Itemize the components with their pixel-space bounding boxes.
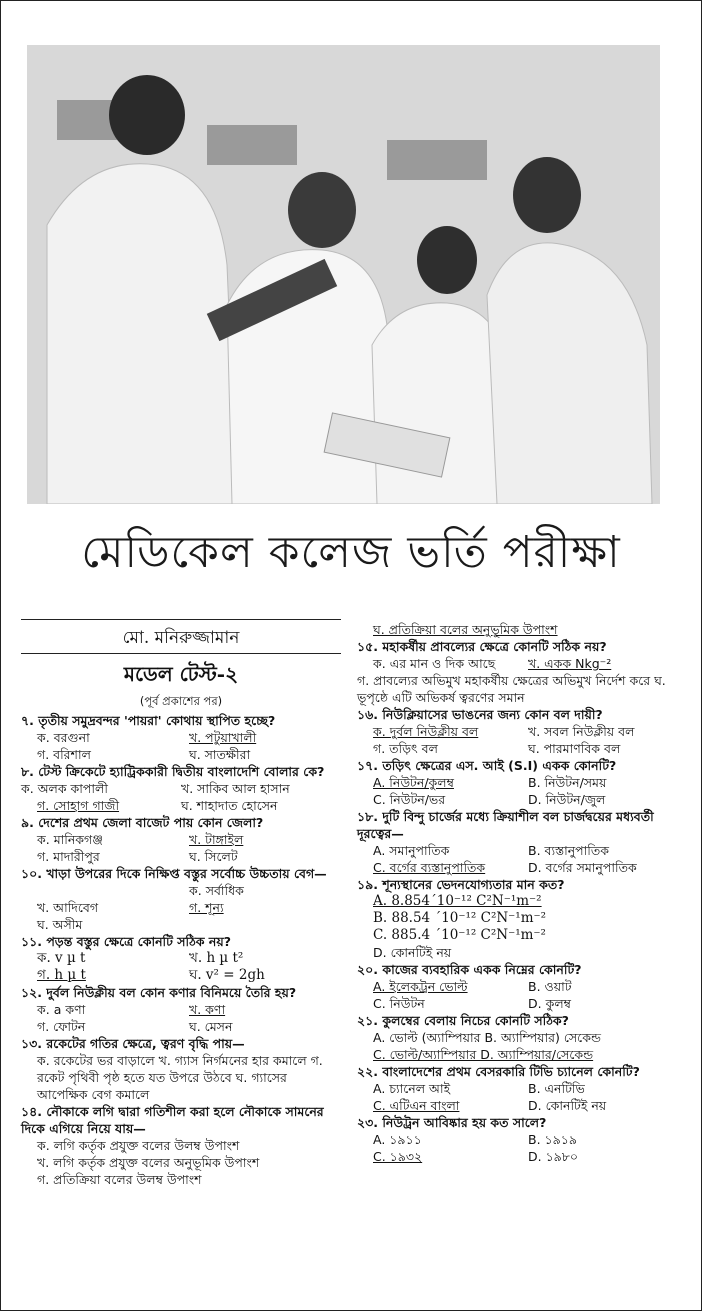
question-text: ২০. কাজের ব্যবহারিক একক নিম্নের কোনটি? — [357, 962, 582, 977]
option-a-b: A. ভোল্ট (অ্যাম্পিয়ার B. অ্যাম্পিয়ার) সেকেন্ড — [373, 1030, 601, 1045]
option-b: খ. সাকিব আল হাসান — [181, 781, 290, 796]
option-a: A. ১৯১১ — [373, 1132, 422, 1147]
option-c: C. নিউটন — [373, 996, 425, 1011]
option-b: B. নিউটন/সময় — [528, 775, 607, 790]
option-d: ঘ. পারমাণবিক বল — [528, 741, 621, 756]
option-c: C. নিউটন/ভর — [373, 792, 446, 807]
option-b: B. ১৯১৯ — [528, 1132, 577, 1147]
option-a: A. ইলেকট্রন ভোল্ট — [373, 979, 468, 994]
question-7 — [21, 712, 341, 763]
option-d: ঘ. মেসন — [189, 1019, 233, 1034]
options — [357, 893, 683, 961]
options — [21, 1001, 341, 1035]
option-c: গ. প্রতিক্রিয়া বলের উলম্ব উপাংশ — [37, 1172, 202, 1187]
option-c: গ. h µ t — [37, 967, 86, 983]
options — [21, 950, 341, 984]
option-a: ক. সর্বাধিক — [189, 883, 244, 898]
options — [357, 1080, 683, 1114]
option-c: C. 885.4 ´10⁻¹² C²N⁻¹m⁻² — [373, 927, 546, 943]
question-11 — [21, 933, 341, 984]
options — [21, 882, 341, 933]
rule-top — [21, 619, 341, 620]
question-22 — [357, 1063, 683, 1114]
options — [357, 842, 683, 876]
option-a: ক. এর মান ও দিক আছে — [373, 656, 496, 671]
options — [21, 729, 341, 763]
option-d: D. কোনটিই নয় — [528, 1098, 607, 1113]
option-b: খ. h µ t² — [189, 950, 244, 966]
right-column — [357, 621, 683, 1165]
question-12 — [21, 984, 341, 1035]
question-14 — [21, 1103, 341, 1188]
question-text: ৮. টেস্ট ক্রিকেটে হ্যাট্রিককারী দ্বিতীয় বাংলাদেশি বোলার কে? — [21, 764, 325, 779]
option-d: D. কুলম্ব — [528, 996, 571, 1011]
series-title: মডেল টেস্ট-২ — [123, 662, 239, 686]
question-text: ৭. তৃতীয় সমুদ্রবন্দর 'পায়রা' কোথায় স্থাপিত হচ্ছে? — [21, 713, 276, 728]
question-19 — [357, 876, 683, 961]
option-c: C. ১৯৩২ — [373, 1149, 423, 1164]
question-text: ১৭. তড়িৎ ক্ষেত্রের এস. আই (S.I) একক কোনটি? — [357, 758, 617, 773]
options-paragraph: ক. রকেটের ভর বাড়ালে খ. গ্যাস নির্গমনের হার কমালে গ. রকেট পৃথিবী পৃষ্ঠ হতে যত উপরে উঠবে ঘ. গ্যাসের আপেক্ষিক বেগ কমালে — [37, 1053, 323, 1102]
options — [357, 655, 683, 672]
options — [21, 1137, 341, 1188]
option-b: খ. একক Nkg⁻² — [528, 656, 612, 671]
option-d: ঘ. অসীম — [37, 917, 83, 932]
option-d: ঘ. v² = 2gh — [189, 967, 265, 983]
option-b: খ. টাঙ্গাইল — [189, 832, 244, 847]
option-d: ঘ. সিলেট — [189, 849, 238, 864]
option-a: ক. মানিকগঞ্জ — [37, 832, 103, 847]
question-text: ২৩. নিউট্রন আবিষ্কার হয় কত সালে? — [357, 1115, 547, 1130]
option-d: ঘ. সাতক্ষীরা — [189, 747, 251, 762]
option-c: গ. ফোটন — [37, 1019, 86, 1034]
option-c: C. এটিএন বাংলা — [373, 1098, 460, 1113]
question-text: ৯. দেশের প্রথম জেলা বাজেট পায় কোন জেলা? — [21, 815, 264, 830]
author-name: মো. মনিরুজ্জামান — [122, 628, 240, 648]
option-b: খ. লগি কর্তৃক প্রযুক্ত বলের অনুভূমিক উপাংশ — [37, 1155, 260, 1170]
question-15 — [357, 638, 683, 706]
option-a: A. নিউটন/কুলম্ব — [373, 775, 454, 790]
option-d: ঘ. প্রতিক্রিয়া বলের অনুভূমিক উপাংশ — [373, 622, 558, 637]
question-9 — [21, 814, 341, 865]
option-b: খ. সবল নিউক্লীয় বল — [528, 724, 635, 739]
option-a: ক. বরগুনা — [37, 730, 90, 745]
doctors-photo — [27, 45, 660, 504]
headline: মেডিকেল কলেজ ভর্তি পরীক্ষা — [81, 527, 621, 578]
option-a: A. 8.854´10⁻¹² C²N⁻¹m⁻² — [373, 893, 542, 909]
left-column — [21, 619, 341, 1188]
question-text: ২২. বাংলাদেশের প্রথম বেসরকারি টিভি চ্যানেল কোনটি? — [357, 1064, 640, 1079]
option-a: A. চ্যানেল আই — [373, 1081, 451, 1096]
question-13 — [21, 1035, 341, 1103]
question-20 — [357, 961, 683, 1012]
question-18 — [357, 808, 683, 876]
question-text: ১৬. নিউক্লিয়াসের ভাঙনের জন্য কোন বল দায়ী? — [357, 707, 603, 722]
option-a: A. সমানুপাতিক — [373, 843, 450, 858]
options — [357, 978, 683, 1012]
option-c: গ. তড়িৎ বল — [373, 741, 438, 756]
question-text: ১৮. দুটি বিন্দু চার্জের মধ্যে ক্রিয়াশীল বল চার্জদ্বয়ের মধ্যবর্তী দূরত্বের— — [357, 809, 654, 841]
options — [357, 774, 683, 808]
option-a: ক. দুর্বল নিউক্লীয় বল — [373, 724, 479, 739]
question-text: ১২. দুর্বল নিউক্লীয় বল কোন কণার বিনিময়ে তৈরি হয়? — [21, 985, 297, 1000]
option-d: D. নিউটন/জুল — [528, 792, 606, 807]
question-8 — [21, 763, 341, 814]
option-c-d: C. ভোল্ট/অ্যাম্পিয়ার D. অ্যাম্পিয়ার/সেকেন্ড — [373, 1047, 594, 1062]
doctors-photo-graphic — [27, 45, 660, 504]
option-c: গ. শূন্য — [189, 900, 224, 915]
option-d: D. ১৯৮০ — [528, 1149, 579, 1164]
question-text: ১০. খাড়া উপরের দিকে নিক্ষিপ্ত বস্তুর সর্বোচ্চ উচ্চতায় বেগ— — [21, 866, 327, 881]
option-c: গ. সোহাগ গাজী — [37, 798, 120, 813]
option-c-d: গ. প্রাবল্যের অভিমুখ মহাকর্ষীয় ক্ষেত্রের অভিমুখ নির্দেশ করে ঘ. ভূপৃষ্ঠে এটি অভিকর্ষ ত্বরণের সমান — [357, 673, 666, 705]
options — [21, 780, 341, 814]
option-b: B. ওয়াট — [528, 979, 572, 994]
option-c: গ. মাদারীপুর — [37, 849, 100, 864]
rule-mid — [21, 653, 341, 654]
option-d: D. বর্গের সমানুপাতিক — [528, 860, 637, 875]
question-17 — [357, 757, 683, 808]
question-10 — [21, 865, 341, 933]
option-b: B. এনটিভি — [528, 1081, 585, 1096]
options — [357, 723, 683, 757]
option-b: খ. আদিবেগ — [37, 900, 99, 915]
question-16 — [357, 706, 683, 757]
option-a: ক. a কণা — [37, 1002, 86, 1017]
option-b: খ. কণা — [189, 1002, 226, 1017]
question-text: ২১. কুলম্বের বেলায় নিচের কোনটি সঠিক? — [357, 1013, 569, 1028]
options — [357, 1029, 683, 1063]
question-text: ১৩. রকেটের গতির ক্ষেত্রে, ত্বরণ বৃদ্ধি পায়— — [21, 1036, 245, 1051]
option-a: ক. অলক কাপালী — [21, 781, 108, 796]
question-text: ১১. পড়ন্ত বস্তুর ক্ষেত্রে কোনটি সঠিক নয়? — [21, 934, 231, 949]
option-b: B. 88.54 ´10⁻¹² C²N⁻¹m⁻² — [373, 910, 547, 926]
option-a: ক. v µ t — [37, 950, 86, 966]
continued-note: (পূর্ব প্রকাশের পর) — [139, 694, 223, 708]
option-d: D. কোনটিই নয় — [373, 945, 452, 960]
question-text: ১৫. মহাকর্ষীয় প্রাবল্যের ক্ষেত্রে কোনটি সঠিক নয়? — [357, 639, 607, 654]
options — [357, 1131, 683, 1165]
question-21 — [357, 1012, 683, 1063]
option-d: ঘ. শাহাদাত হোসেন — [181, 798, 278, 813]
option-c: C. বর্গের ব্যস্তানুপাতিক — [373, 860, 486, 875]
question-text: ১৪. নৌকাকে লগি দ্বারা গতিশীল করা হলে নৌকাকে সামনের দিকে এগিয়ে নিয়ে যায়— — [21, 1104, 324, 1136]
option-a: ক. লগি কর্তৃক প্রযুক্ত বলের উলম্ব উপাংশ — [37, 1138, 240, 1153]
options — [21, 831, 341, 865]
option-b: খ. পটুয়াখালী — [189, 730, 257, 745]
question-text: ১৯. শূন্যস্থানের ভেদনযোগ্যতার মান কত? — [357, 877, 565, 892]
option-c: গ. বরিশাল — [37, 747, 91, 762]
question-23 — [357, 1114, 683, 1165]
option-b: B. ব্যস্তানুপাতিক — [528, 843, 609, 858]
